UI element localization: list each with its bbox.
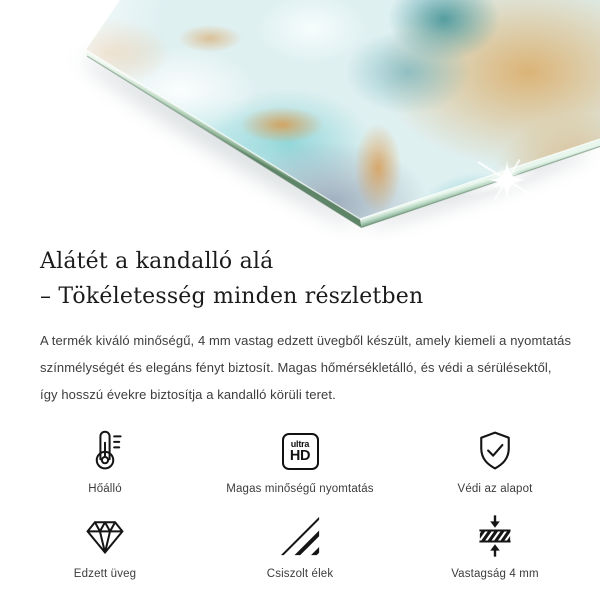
feature-label: Vastagság 4 mm: [451, 568, 539, 580]
feature-label: Hőálló: [88, 483, 122, 495]
feature-tempered-glass: [74, 513, 136, 580]
feature-label: Védi az alapot: [457, 483, 533, 495]
thermometer-icon: [83, 428, 127, 474]
ultra-hd-icon: [282, 428, 319, 474]
marble-artwork: [0, 0, 600, 240]
feature-grid: [40, 428, 560, 580]
feature-label: Edzett üveg: [73, 568, 137, 580]
ultra-hd-badge-bottom: HD: [289, 447, 311, 464]
feature-high-quality-print: [226, 428, 373, 495]
feature-polished-edges: [267, 513, 334, 580]
product-image: [0, 0, 600, 240]
product-description: A termék kiváló minőségű, 4 mm vastag edzett üvegből készült, amely kiemeli a nyomtatás színmélységét és elegáns fényt biztosít. Magas hőmérsékletálló, és védi a sérülésektől, így hosszú évekre biztosítja a kandalló körüli teret.: [40, 333, 572, 402]
feature-protects-base: [458, 428, 533, 495]
ultra-hd-badge-top: ultra: [290, 438, 310, 449]
feature-label: Csiszolt élek: [266, 568, 334, 580]
page-title-line2: – Tökéletesség minden részletben: [40, 284, 424, 309]
diamond-icon: [83, 513, 127, 559]
feature-heat-resistant: [83, 428, 127, 495]
thickness-icon: [473, 513, 517, 559]
polished-edges-icon: [278, 513, 322, 559]
feature-thickness: [451, 513, 539, 580]
page-title-line1: Alátét a kandalló alá: [40, 249, 274, 274]
shield-check-icon: [473, 428, 517, 474]
feature-label: Magas minőségű nyomtatás: [226, 483, 374, 495]
page-title: [40, 244, 560, 314]
